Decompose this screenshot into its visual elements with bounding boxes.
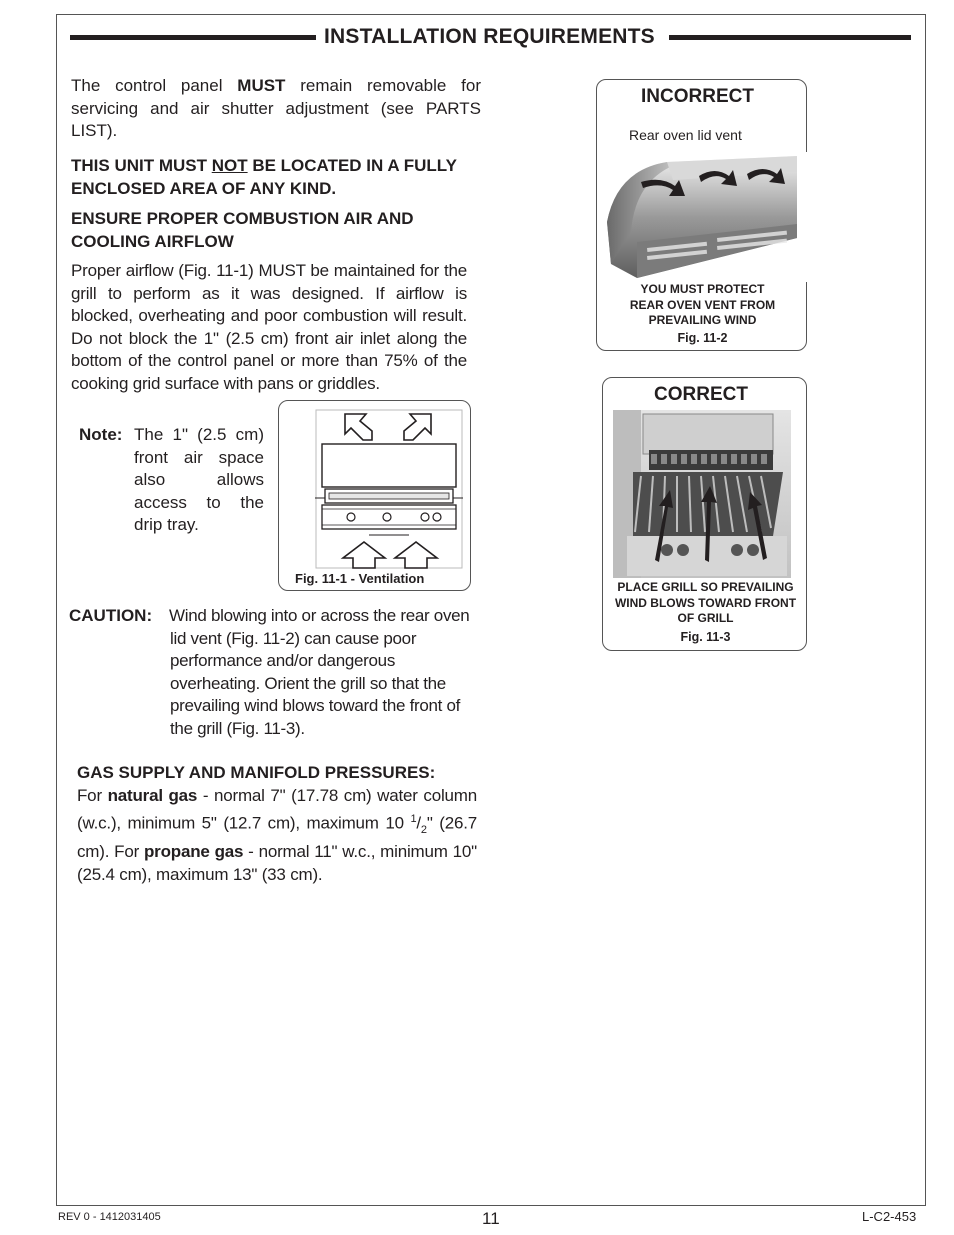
gas-frac-num: 1 bbox=[410, 812, 417, 825]
page-number: 11 bbox=[482, 1209, 500, 1228]
figure-11-1 bbox=[278, 400, 471, 591]
knob-icon bbox=[677, 544, 689, 556]
knob-icon bbox=[421, 513, 429, 521]
gas-frac-den: 2 bbox=[420, 823, 427, 836]
figure-11-3 bbox=[602, 377, 807, 651]
note-label: Note: bbox=[79, 425, 123, 444]
ventilation-diagram bbox=[279, 401, 470, 571]
fig-11-3-number: Fig. 11-3 bbox=[680, 629, 731, 644]
figure-11-2 bbox=[596, 79, 807, 351]
page-title: INSTALLATION REQUIREMENTS bbox=[324, 25, 655, 48]
fig-11-2-number: Fig. 11-2 bbox=[677, 330, 728, 345]
enclosed-warning bbox=[71, 155, 491, 200]
intro-must: MUST bbox=[237, 76, 286, 95]
fig-11-2-caption-line: YOU MUST PROTECT bbox=[640, 282, 765, 296]
fig-11-3-caption-line: OF GRILL bbox=[677, 611, 734, 625]
fig-11-2-label: Rear oven lid vent bbox=[629, 127, 742, 143]
note-text: The 1" (2.5 cm) front air space also allows access to the drip tray. bbox=[134, 425, 264, 534]
knob-icon bbox=[747, 544, 759, 556]
gas-heading: GAS SUPPLY AND MANIFOLD PRESSURES: bbox=[77, 763, 436, 782]
gas-body: For natural gas - normal 7" (17.78 cm) water column (w.c.), minimum 5" (12.7 cm), maximum 10 $^1/_2$" (26.7 cm). For propane gas - normal 11" w.c., minimum 10" (25.4 cm), maximum 13" (33 cm). bbox=[77, 786, 477, 884]
correct-grill-photo bbox=[613, 410, 791, 578]
fig-11-3-caption-line: WIND BLOWS TOWARD FRONT bbox=[614, 595, 797, 610]
intake-arrow-right-icon bbox=[395, 542, 437, 568]
fig-11-2-title: INCORRECT bbox=[641, 86, 754, 107]
gas-for: For bbox=[77, 786, 108, 805]
gas-propane: propane gas bbox=[143, 842, 244, 862]
fig-11-1-number: Fig. 11-1 bbox=[295, 571, 348, 586]
warning-text-b: BE LOCATED IN A FULLY ENCLOSED AREA OF ANY KIND. bbox=[71, 156, 457, 198]
fig-11-2-caption-line: REAR OVEN VENT FROM bbox=[629, 297, 776, 312]
gas-text-2: " (26.7 cm). For bbox=[77, 813, 477, 862]
knob-icon bbox=[661, 544, 673, 556]
fig-11-2-caption bbox=[597, 282, 808, 346]
gas-text-3: - normal 11" w.c., minimum 10" (25.4 cm), maximum 13" (33 cm). bbox=[77, 842, 477, 884]
fig-11-2-caption-line: PREVAILING WIND bbox=[648, 313, 757, 327]
intro-text-a: The control panel bbox=[71, 76, 238, 95]
intake-arrow-left-icon bbox=[343, 542, 385, 568]
caution-body: Wind blowing into or across the rear oven lid vent (Fig. 11-2) can cause poor performance and/or dangerous overheating. Orient the grill so that the prevailing wind blows toward the front of the grill (Fig. 11-3). bbox=[169, 606, 470, 738]
header-rule-right bbox=[669, 35, 911, 40]
warning-not: NOT bbox=[211, 156, 248, 175]
gas-text-1: - normal 7" (17.78 cm) water column (w.c.), minimum 5" (12.7 cm), maximum 10 bbox=[77, 786, 477, 833]
document-code: L-C2-453 bbox=[862, 1209, 917, 1224]
airflow-body: Proper airflow (Fig. 11-1) MUST be maintained for the grill to perform as it was designed. If airflow is blocked, overheating and poor combustion will result. Do not block the 1" (2.5 cm) front air inlet along the bottom of the control panel or more than 75% of the cooking grid surface with pans or griddles. bbox=[71, 261, 467, 393]
caution-text bbox=[170, 605, 473, 740]
intro-paragraph bbox=[71, 75, 481, 143]
knob-icon bbox=[383, 513, 391, 521]
fig-11-1-caption bbox=[295, 571, 424, 586]
incorrect-grill-photo bbox=[607, 152, 807, 282]
header-rule-left bbox=[70, 35, 316, 40]
fig-11-3-caption bbox=[603, 580, 808, 645]
warning-text-a: THIS UNIT MUST bbox=[71, 156, 212, 175]
knob-icon bbox=[433, 513, 441, 521]
airflow-heading: ENSURE PROPER COMBUSTION AIR AND COOLING AIRFLOW bbox=[71, 209, 414, 251]
exhaust-arrow-left-icon bbox=[345, 414, 372, 440]
fig-11-3-caption-line: PLACE GRILL SO PREVAILING bbox=[617, 580, 794, 594]
exhaust-arrow-right-icon bbox=[404, 414, 431, 440]
gas-natural: natural gas bbox=[107, 786, 198, 805]
knob-icon bbox=[347, 513, 355, 521]
knob-icon bbox=[731, 544, 743, 556]
fig-11-1-title: - Ventilation bbox=[347, 571, 425, 586]
footer-revision: REV 0 - 1412031405 bbox=[58, 1211, 161, 1223]
intro-text-b: remain removable for servicing and air shutter adjustment (see PARTS LIST). bbox=[71, 76, 481, 140]
fig-11-3-title: CORRECT bbox=[654, 384, 748, 405]
caution-label: CAUTION: bbox=[69, 606, 153, 625]
